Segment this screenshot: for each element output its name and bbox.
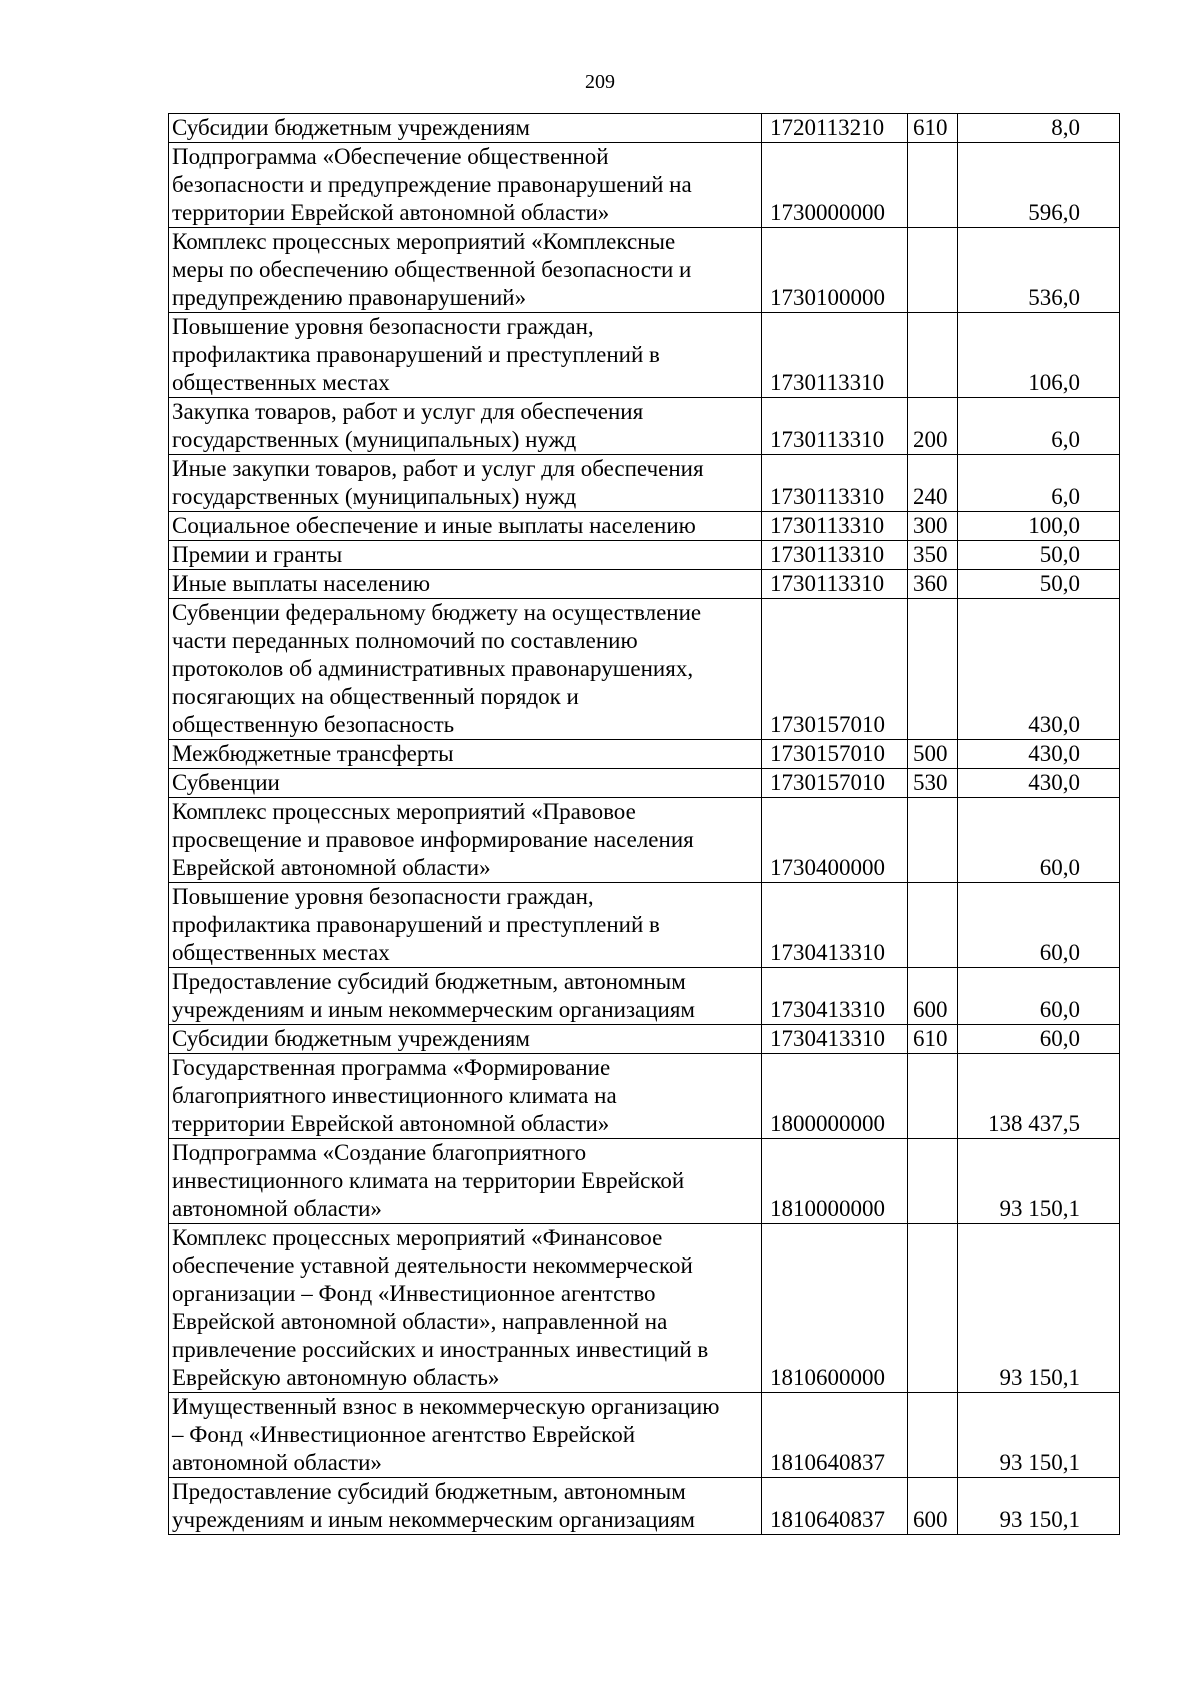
row-name-cell: Предоставление субсидий бюджетным, автономным учреждениям и иным некоммерческим организациям xyxy=(169,1478,762,1535)
row-kind-cell: 200 xyxy=(908,398,958,455)
table-row xyxy=(169,541,1120,570)
row-code-cell: 1730157010 xyxy=(762,769,908,798)
row-name-cell: Имущественный взнос в некоммерческую организацию – Фонд «Инвестиционное агентство Еврейской автономной области» xyxy=(169,1393,762,1478)
row-kind-cell: 610 xyxy=(908,114,958,143)
row-name-cell: Комплекс процессных мероприятий «Правовое просвещение и правовое информирование населения Еврейской автономной области» xyxy=(169,798,762,883)
row-kind-cell xyxy=(908,798,958,883)
row-code-cell: 1720113210 xyxy=(762,114,908,143)
row-code-cell: 1730113310 xyxy=(762,570,908,599)
row-amount-cell: 6,0 xyxy=(958,455,1120,512)
row-kind-cell xyxy=(908,883,958,968)
table-row xyxy=(169,1139,1120,1224)
row-kind-cell: 360 xyxy=(908,570,958,599)
row-amount-cell: 6,0 xyxy=(958,398,1120,455)
row-name-cell: Государственная программа «Формирование благоприятного инвестиционного климата на территории Еврейской автономной области» xyxy=(169,1054,762,1139)
row-code-cell: 1730100000 xyxy=(762,228,908,313)
row-kind-cell xyxy=(908,313,958,398)
row-amount-cell: 50,0 xyxy=(958,570,1120,599)
row-code-cell: 1730113310 xyxy=(762,512,908,541)
table-row xyxy=(169,1025,1120,1054)
row-code-cell: 1730113310 xyxy=(762,313,908,398)
row-code-cell: 1730413310 xyxy=(762,968,908,1025)
row-code-cell: 1810600000 xyxy=(762,1224,908,1393)
row-amount-cell: 536,0 xyxy=(958,228,1120,313)
table-row xyxy=(169,313,1120,398)
row-amount-cell: 430,0 xyxy=(958,769,1120,798)
table-row xyxy=(169,228,1120,313)
row-kind-cell: 500 xyxy=(908,740,958,769)
table-row xyxy=(169,570,1120,599)
row-amount-cell: 50,0 xyxy=(958,541,1120,570)
table-row xyxy=(169,398,1120,455)
row-kind-cell xyxy=(908,228,958,313)
row-code-cell: 1730157010 xyxy=(762,740,908,769)
table-row xyxy=(169,1393,1120,1478)
row-name-cell: Субвенции xyxy=(169,769,762,798)
table-row xyxy=(169,1224,1120,1393)
table-row xyxy=(169,1478,1120,1535)
table-row xyxy=(169,798,1120,883)
row-code-cell: 1810640837 xyxy=(762,1478,908,1535)
row-name-cell: Субсидии бюджетным учреждениям xyxy=(169,114,762,143)
row-kind-cell: 350 xyxy=(908,541,958,570)
row-amount-cell: 596,0 xyxy=(958,143,1120,228)
row-amount-cell: 430,0 xyxy=(958,740,1120,769)
row-name-cell: Социальное обеспечение и иные выплаты населению xyxy=(169,512,762,541)
table-row xyxy=(169,883,1120,968)
row-amount-cell: 93 150,1 xyxy=(958,1139,1120,1224)
row-code-cell: 1730000000 xyxy=(762,143,908,228)
table-row xyxy=(169,769,1120,798)
row-code-cell: 1730413310 xyxy=(762,1025,908,1054)
row-name-cell: Предоставление субсидий бюджетным, автономным учреждениям и иным некоммерческим организациям xyxy=(169,968,762,1025)
row-amount-cell: 8,0 xyxy=(958,114,1120,143)
row-code-cell: 1810000000 xyxy=(762,1139,908,1224)
row-name-cell: Субсидии бюджетным учреждениям xyxy=(169,1025,762,1054)
budget-table-body xyxy=(169,114,1120,1535)
row-kind-cell: 240 xyxy=(908,455,958,512)
table-row xyxy=(169,740,1120,769)
row-kind-cell: 600 xyxy=(908,1478,958,1535)
row-amount-cell: 106,0 xyxy=(958,313,1120,398)
row-name-cell: Межбюджетные трансферты xyxy=(169,740,762,769)
row-kind-cell xyxy=(908,1224,958,1393)
row-amount-cell: 138 437,5 xyxy=(958,1054,1120,1139)
row-name-cell: Премии и гранты xyxy=(169,541,762,570)
row-code-cell: 1730157010 xyxy=(762,599,908,740)
row-kind-cell: 300 xyxy=(908,512,958,541)
table-row xyxy=(169,1054,1120,1139)
table-row xyxy=(169,599,1120,740)
row-kind-cell: 600 xyxy=(908,968,958,1025)
row-amount-cell: 93 150,1 xyxy=(958,1224,1120,1393)
row-code-cell: 1730113310 xyxy=(762,541,908,570)
row-code-cell: 1730400000 xyxy=(762,798,908,883)
row-amount-cell: 60,0 xyxy=(958,968,1120,1025)
row-code-cell: 1810640837 xyxy=(762,1393,908,1478)
row-name-cell: Повышение уровня безопасности граждан, профилактика правонарушений и преступлений в общественных местах xyxy=(169,883,762,968)
row-amount-cell: 60,0 xyxy=(958,883,1120,968)
table-row xyxy=(169,512,1120,541)
row-name-cell: Комплекс процессных мероприятий «Комплексные меры по обеспечению общественной безопасности и предупреждению правонарушений» xyxy=(169,228,762,313)
row-amount-cell: 430,0 xyxy=(958,599,1120,740)
row-kind-cell xyxy=(908,1393,958,1478)
table-row xyxy=(169,968,1120,1025)
row-name-cell: Подпрограмма «Создание благоприятного инвестиционного климата на территории Еврейской автономной области» xyxy=(169,1139,762,1224)
row-amount-cell: 60,0 xyxy=(958,798,1120,883)
row-kind-cell xyxy=(908,143,958,228)
row-kind-cell: 530 xyxy=(908,769,958,798)
row-code-cell: 1730113310 xyxy=(762,455,908,512)
row-kind-cell xyxy=(908,1054,958,1139)
page-number: 209 xyxy=(585,71,615,93)
row-amount-cell: 60,0 xyxy=(958,1025,1120,1054)
row-amount-cell: 100,0 xyxy=(958,512,1120,541)
row-name-cell: Субвенции федеральному бюджету на осуществление части переданных полномочий по составлению протоколов об административных правонарушениях, посягающих на общественный порядок и общественную безопасность xyxy=(169,599,762,740)
row-kind-cell xyxy=(908,599,958,740)
row-code-cell: 1800000000 xyxy=(762,1054,908,1139)
table-row xyxy=(169,455,1120,512)
budget-table xyxy=(168,113,1120,1535)
row-amount-cell: 93 150,1 xyxy=(958,1478,1120,1535)
row-name-cell: Повышение уровня безопасности граждан, профилактика правонарушений и преступлений в общественных местах xyxy=(169,313,762,398)
table-row xyxy=(169,143,1120,228)
row-name-cell: Комплекс процессных мероприятий «Финансовое обеспечение уставной деятельности некоммерческой организации – Фонд «Инвестиционное агентство Еврейской автономной области», направленной на привлечение российских и иностранных инвестиций в Еврейскую автономную область» xyxy=(169,1224,762,1393)
row-code-cell: 1730113310 xyxy=(762,398,908,455)
row-name-cell: Подпрограмма «Обеспечение общественной безопасности и предупреждение правонарушений на территории Еврейской автономной области» xyxy=(169,143,762,228)
row-name-cell: Иные выплаты населению xyxy=(169,570,762,599)
row-amount-cell: 93 150,1 xyxy=(958,1393,1120,1478)
row-kind-cell xyxy=(908,1139,958,1224)
row-name-cell: Закупка товаров, работ и услуг для обеспечения государственных (муниципальных) нужд xyxy=(169,398,762,455)
table-row xyxy=(169,114,1120,143)
row-name-cell: Иные закупки товаров, работ и услуг для обеспечения государственных (муниципальных) нужд xyxy=(169,455,762,512)
row-kind-cell: 610 xyxy=(908,1025,958,1054)
row-code-cell: 1730413310 xyxy=(762,883,908,968)
